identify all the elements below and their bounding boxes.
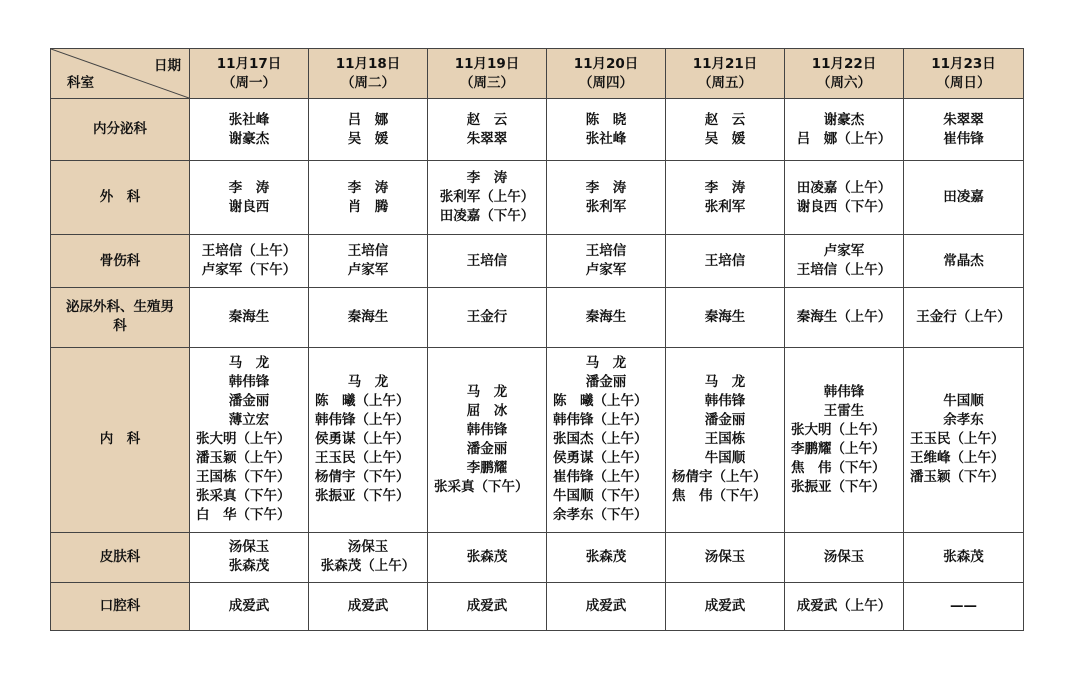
duty-cell xyxy=(666,582,785,630)
doctor-name: 成爱武 xyxy=(704,597,746,614)
doctor-name: 侯勇谋（上午） xyxy=(315,431,410,448)
doctor-name: 李 涛 xyxy=(228,179,270,196)
doctor-name: 汤保玉 xyxy=(704,548,746,565)
doctor-name: 汤保玉 xyxy=(347,539,389,556)
day-weekday: （周五） xyxy=(698,74,752,91)
doctor-name: 李鹏耀 xyxy=(466,459,508,476)
doctor-name: 张采真（下午） xyxy=(434,478,529,495)
row-internal-medicine xyxy=(51,347,1024,532)
day-date: 11月19日 xyxy=(454,55,520,72)
doctor-name: 李 涛 xyxy=(347,179,389,196)
doctor-name: 王培信 xyxy=(347,243,389,260)
doctor-name: 吕 娜 xyxy=(347,111,389,128)
doctor-name: 屈 冰 xyxy=(466,402,508,419)
doctor-name: 常晶杰 xyxy=(943,252,984,269)
doctor-name: 朱翠翠 xyxy=(466,130,508,147)
doctor-name: 王培信（上午） xyxy=(201,243,297,260)
row-orthopedics xyxy=(51,235,1024,287)
doctor-name: 李 涛 xyxy=(466,170,508,187)
doctor-name: 杨倩宇（下午） xyxy=(315,469,410,486)
row-endocrinology xyxy=(51,99,1024,161)
doctor-name: 张采真（下午） xyxy=(196,488,291,505)
corner-dept-label: 科室 xyxy=(67,75,94,91)
duty-cell xyxy=(904,235,1024,287)
doctor-name: 李鹏耀（上午） xyxy=(791,440,886,457)
doctor-name: 王玉民（上午） xyxy=(315,450,410,467)
duty-cell xyxy=(190,532,309,582)
duty-cell xyxy=(428,532,547,582)
doctor-name: 秦海生 xyxy=(585,308,627,325)
duty-cell xyxy=(666,161,785,235)
doctor-name: 汤保玉 xyxy=(228,539,270,556)
corner-date-label: 日期 xyxy=(154,58,181,74)
doctor-name: 潘金丽 xyxy=(228,393,270,410)
doctor-name: 王培信 xyxy=(585,243,627,260)
doctor-name: 崔伟锋（上午） xyxy=(553,469,648,486)
doctor-name: 薄立宏 xyxy=(228,412,270,429)
doctor-name: 成爱武 xyxy=(228,597,270,614)
doctor-name: 张利军 xyxy=(585,198,627,215)
row-dermatology xyxy=(51,532,1024,582)
duty-cell xyxy=(904,347,1024,532)
duty-cell xyxy=(904,532,1024,582)
duty-cell xyxy=(190,582,309,630)
doctor-name: 秦海生 xyxy=(347,308,389,325)
doctor-name: 王玉民（上午） xyxy=(910,431,1005,448)
duty-schedule-table xyxy=(50,48,1024,631)
row-stomatology xyxy=(51,582,1024,630)
doctor-name: 潘金丽 xyxy=(466,440,508,457)
duty-cell xyxy=(190,347,309,532)
dept-cell xyxy=(51,582,190,630)
doctor-name: 马 龙 xyxy=(347,374,389,391)
duty-cell xyxy=(904,161,1024,235)
doctor-name: 余孝东（下午） xyxy=(553,507,648,524)
doctor-name: 秦海生（上午） xyxy=(796,308,892,325)
duty-cell xyxy=(547,99,666,161)
row-urology-andrology xyxy=(51,287,1024,347)
dept-name: 内分泌科 xyxy=(93,121,147,138)
day-date: 11月22日 xyxy=(811,55,877,72)
doctor-name: 张大明（上午） xyxy=(791,421,886,438)
doctor-name: 张社峰 xyxy=(585,130,627,147)
duty-cell xyxy=(309,235,428,287)
doctor-name: 谢豪杰 xyxy=(823,111,865,128)
doctor-name: 张利军 xyxy=(704,198,746,215)
doctor-name: 王国栋 xyxy=(704,431,746,448)
doctor-name: 王国栋（下午） xyxy=(196,469,291,486)
doctor-name: 田凌嘉（上午） xyxy=(796,179,892,196)
duty-cell xyxy=(428,161,547,235)
doctor-name: 焦 伟（下午） xyxy=(672,488,767,505)
duty-cell xyxy=(309,287,428,347)
duty-cell xyxy=(547,347,666,532)
day-date: 11月17日 xyxy=(216,55,282,72)
day-weekday: （周二） xyxy=(341,74,395,91)
dept-name: 口腔科 xyxy=(99,597,141,614)
row-surgery xyxy=(51,161,1024,235)
day-date: 11月18日 xyxy=(335,55,401,72)
doctor-name: 韩伟锋 xyxy=(823,383,865,400)
doctor-name: 卢家军（下午） xyxy=(201,262,297,279)
duty-cell xyxy=(785,99,904,161)
doctor-name: 马 龙 xyxy=(704,374,746,391)
duty-cell xyxy=(309,99,428,161)
duty-cell xyxy=(666,99,785,161)
duty-cell xyxy=(785,161,904,235)
day-weekday: （周三） xyxy=(460,74,514,91)
doctor-name: 王雷生 xyxy=(823,402,865,419)
doctor-name: 田凌嘉 xyxy=(943,189,984,206)
duty-cell xyxy=(547,582,666,630)
doctor-name: 赵 云 xyxy=(704,111,746,128)
doctor-name: 朱翠翠 xyxy=(943,111,984,128)
day-header xyxy=(547,49,666,99)
doctor-name: 吕 娜（上午） xyxy=(796,130,892,147)
day-date: 11月23日 xyxy=(931,55,996,72)
doctor-name: 牛国顺 xyxy=(943,393,984,410)
doctor-name: 肖 腾 xyxy=(347,198,389,215)
duty-cell xyxy=(666,235,785,287)
doctor-name: 卢家军 xyxy=(585,262,627,279)
doctor-name: 卢家军 xyxy=(823,243,865,260)
duty-cell xyxy=(547,287,666,347)
doctor-name: 王金行（上午） xyxy=(916,308,1011,325)
duty-cell xyxy=(190,99,309,161)
dept-cell xyxy=(51,235,190,287)
doctor-name: 成爱武 xyxy=(466,597,508,614)
doctor-name: 王培信 xyxy=(704,252,746,269)
dept-name: 泌尿外科、生殖男 xyxy=(66,299,174,316)
doctor-name: 焦 伟（下午） xyxy=(791,459,886,476)
duty-cell xyxy=(785,287,904,347)
doctor-name: 张森茂 xyxy=(228,558,270,575)
doctor-name: 牛国顺（下午） xyxy=(553,488,648,505)
duty-cell xyxy=(309,582,428,630)
doctor-name: 成爱武 xyxy=(585,597,627,614)
day-date: 11月21日 xyxy=(692,55,758,72)
doctor-name: 陈 曦（上午） xyxy=(553,393,648,410)
doctor-name: 吴 媛 xyxy=(704,130,746,147)
doctor-name: 潘金丽 xyxy=(585,374,627,391)
doctor-name: 张社峰 xyxy=(228,111,270,128)
doctor-name: 谢良西（下午） xyxy=(796,198,892,215)
doctor-name: 张森茂 xyxy=(466,548,508,565)
duty-cell xyxy=(428,582,547,630)
duty-cell xyxy=(428,99,547,161)
duty-cell xyxy=(666,347,785,532)
dept-cell xyxy=(51,99,190,161)
doctor-name: 王培信（上午） xyxy=(796,262,892,279)
dept-name: 骨伤科 xyxy=(99,252,141,269)
doctor-name: 潘玉颖（上午） xyxy=(196,450,291,467)
doctor-name: 卢家军 xyxy=(347,262,389,279)
dept-name: 外 科 xyxy=(99,189,141,206)
duty-cell xyxy=(785,532,904,582)
doctor-name: 吴 媛 xyxy=(347,130,389,147)
doctor-name: 成爱武 xyxy=(347,597,389,614)
doctor-name: 张振亚（下午） xyxy=(315,488,410,505)
duty-cell xyxy=(785,235,904,287)
day-weekday: （周日） xyxy=(936,74,991,91)
doctor-name: 马 龙 xyxy=(585,355,627,372)
duty-cell xyxy=(428,287,547,347)
dept-name: 内 科 xyxy=(99,431,141,448)
doctor-name: —— xyxy=(950,597,977,614)
duty-cell xyxy=(547,161,666,235)
duty-cell xyxy=(666,287,785,347)
doctor-name: 韩伟锋 xyxy=(466,421,508,438)
day-weekday: （周一） xyxy=(222,74,276,91)
day-header xyxy=(190,49,309,99)
duty-cell xyxy=(904,287,1024,347)
doctor-name: 牛国顺 xyxy=(704,450,746,467)
doctor-name: 赵 云 xyxy=(466,111,508,128)
header-row xyxy=(51,49,1024,99)
duty-cell xyxy=(428,235,547,287)
doctor-name: 马 龙 xyxy=(228,355,270,372)
doctor-name: 余孝东 xyxy=(943,412,984,429)
duty-cell xyxy=(309,161,428,235)
dept-name: 科 xyxy=(113,318,127,335)
doctor-name: 马 龙 xyxy=(466,383,508,400)
corner-cell xyxy=(51,49,190,99)
doctor-name: 张大明（上午） xyxy=(196,431,291,448)
doctor-name: 崔伟锋 xyxy=(943,130,984,147)
doctor-name: 陈 晓 xyxy=(585,111,627,128)
doctor-name: 韩伟锋（上午） xyxy=(553,412,648,429)
duty-cell xyxy=(904,582,1024,630)
schedule-body xyxy=(51,99,1024,631)
doctor-name: 秦海生 xyxy=(228,308,270,325)
doctor-name: 张森茂 xyxy=(585,548,627,565)
doctor-name: 汤保玉 xyxy=(823,548,865,565)
duty-cell xyxy=(547,532,666,582)
dept-name: 皮肤科 xyxy=(99,548,141,565)
doctor-name: 成爱武（上午） xyxy=(796,597,892,614)
doctor-name: 张利军（上午） xyxy=(439,189,535,206)
doctor-name: 李 涛 xyxy=(585,179,627,196)
day-weekday: （周六） xyxy=(817,74,871,91)
doctor-name: 白 华（下午） xyxy=(196,507,291,524)
doctor-name: 谢豪杰 xyxy=(228,130,270,147)
day-header xyxy=(428,49,547,99)
day-header xyxy=(666,49,785,99)
doctor-name: 潘金丽 xyxy=(704,412,746,429)
duty-cell xyxy=(190,161,309,235)
dept-cell xyxy=(51,532,190,582)
doctor-name: 潘玉颖（下午） xyxy=(910,469,1005,486)
duty-cell xyxy=(666,532,785,582)
day-header xyxy=(785,49,904,99)
doctor-name: 侯勇谋（上午） xyxy=(553,450,648,467)
day-weekday: （周四） xyxy=(579,74,633,91)
duty-cell xyxy=(309,347,428,532)
doctor-name: 谢良西 xyxy=(228,198,270,215)
doctor-name: 王维峰（上午） xyxy=(910,450,1005,467)
duty-cell xyxy=(428,347,547,532)
dept-cell xyxy=(51,161,190,235)
dept-cell xyxy=(51,287,190,347)
day-date: 11月20日 xyxy=(573,55,639,72)
duty-cell xyxy=(785,582,904,630)
doctor-name: 杨倩宇（上午） xyxy=(672,469,767,486)
doctor-name: 张国杰（上午） xyxy=(553,431,648,448)
duty-cell xyxy=(904,99,1024,161)
dept-cell xyxy=(51,347,190,532)
duty-cell xyxy=(309,532,428,582)
duty-cell xyxy=(190,235,309,287)
doctor-name: 张森茂 xyxy=(943,548,984,565)
doctor-name: 王金行 xyxy=(466,308,508,325)
doctor-name: 王培信 xyxy=(466,252,508,269)
doctor-name: 韩伟锋（上午） xyxy=(315,412,410,429)
day-header xyxy=(904,49,1024,99)
duty-cell xyxy=(547,235,666,287)
doctor-name: 李 涛 xyxy=(704,179,746,196)
duty-cell xyxy=(785,347,904,532)
doctor-name: 陈 曦（上午） xyxy=(315,393,410,410)
doctor-name: 韩伟锋 xyxy=(228,374,270,391)
doctor-name: 韩伟锋 xyxy=(704,393,746,410)
day-header xyxy=(309,49,428,99)
doctor-name: 张振亚（下午） xyxy=(791,478,886,495)
doctor-name: 张森茂（上午） xyxy=(320,558,416,575)
doctor-name: 秦海生 xyxy=(704,308,746,325)
doctor-name: 田凌嘉（下午） xyxy=(439,208,535,225)
duty-cell xyxy=(190,287,309,347)
